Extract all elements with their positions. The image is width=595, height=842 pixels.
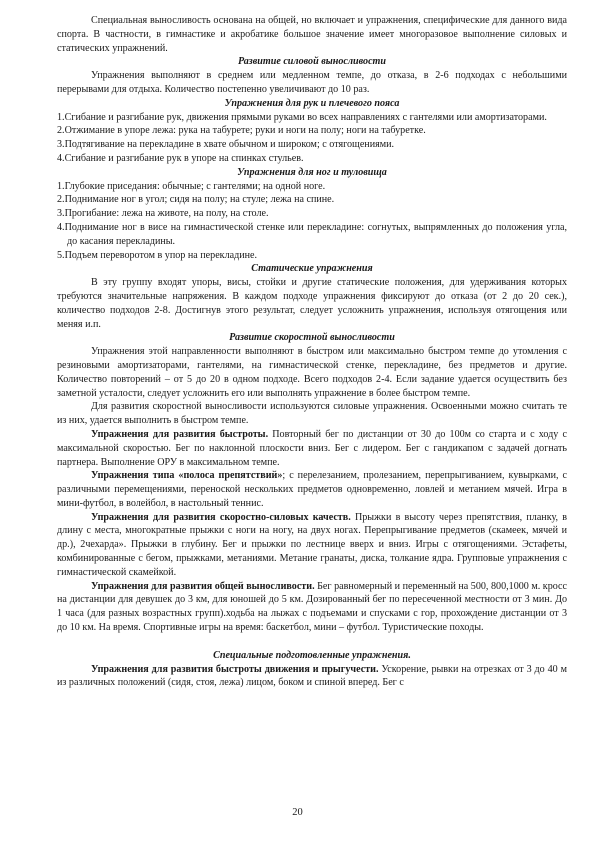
paragraph: [57, 580, 567, 635]
text-run: Повторный бег по дистанции от 30 до 100м со старта и с ходу с максимальной скоростью. Бег по наклонной плоскости вниз. Бег с лидером. Бег с гандикапом с задачей догнать партнера. Выполнение ОРУ в максимальном темпе.: [57, 428, 567, 468]
spacer: [57, 635, 567, 649]
text-run: 5.Подъем переворотом в упор на перекладине.: [57, 249, 258, 261]
list-item: [57, 221, 567, 249]
text-run: Упражнения для рук и плечевого пояса: [224, 97, 400, 109]
text-run: Специальные подготовленные упражнения.: [213, 649, 411, 661]
text-run: Упражнения этой направленности выполняют в быстром или максимально быстром темпе до утомления с резиновыми амортизаторами, гантелями, на гимнастической стенке, перекладине, без предметов и другие. Количество повторений – от 5 до 20 в одном подходе. Всего подходов 2-4. Если задание удается осуществить без заметной усталости, следует усложнить его или выполнять упражнение в более быстром темпе.: [57, 346, 567, 399]
text-run: Бег равномерный и переменный на 500, 800,1000 м. кросс на дистанции для девушек до 3 км, для юношей до 5 км. Дозированный бег по пересеченной местности от 3 мин. До 1 часа (для разных возрастных групп).ходьба на лыжах с подъемами и спусками с гор, прохождение дистанции от 3 до 10 км. На время. Спортивные игры на время: баскетбол, мини – футбол. Туристические походы.: [57, 580, 568, 634]
bold-lead-in: Упражнения для развития скоростно-силовых качеств.: [91, 511, 351, 523]
section-heading: [57, 166, 567, 180]
list-item: [57, 138, 567, 152]
paragraph: [57, 345, 567, 400]
section-heading: [57, 262, 567, 276]
text-run: 4.Поднимание ног в висе на гимнастической стенке или перекладине: согнутых, выпрямленных до положения угла, до касания перекладины.: [57, 221, 567, 247]
text-run: Статические упражнения: [251, 263, 373, 275]
paragraph: [57, 14, 567, 55]
section-heading: [57, 649, 567, 663]
list-item: [57, 249, 567, 263]
text-run: Ускорение, рывки на отрезках от 3 до 40 м из различных положений (сидя, стоя, лежа) лицом, боком и спиной вперед. Бег с: [57, 663, 567, 689]
list-item: [57, 207, 567, 221]
text-run: Развитие скоростной выносливости: [229, 332, 395, 344]
text-run: Развитие силовой выносливости: [237, 56, 387, 68]
text-run: Для развития скоростной выносливости используются силовые упражнения. Освоенными можно считать те из них, удается выполнить в быстром темпе.: [57, 401, 567, 427]
paragraph: [57, 663, 567, 691]
bold-lead-in: Упражнения типа «полоса препятствий»: [91, 470, 283, 482]
paragraph: [57, 69, 567, 97]
paragraph: [57, 400, 567, 428]
list-item: [57, 180, 567, 194]
list-item: [57, 124, 567, 138]
section-heading: [57, 331, 567, 345]
text-run: 2.Поднимание ног в угол; сидя на полу; на стуле; лежа на спине.: [57, 194, 335, 206]
text-run: Прыжки в высоту через препятствия, планку, в длину с места, многократные прыжки с ноги на ногу, на двух ногах. Перепрыгивание предметов (скамеек, мячей и др.), 2чехарда». Прыжки в глубину. Бег и прыжки по лестнице вверх и вниз. Игры с отягощениями. Эстафеты, комбинированные с бегом, прыжками, метаниями. Метание гранаты, диска, толкание ядра. Групповые упражнения с гимнастической скамейкой.: [57, 511, 567, 578]
text-run: 4.Сгибание и разгибание рук в упоре на спинках стульев.: [57, 152, 304, 164]
bold-lead-in: Упражнения для развития быстроты.: [91, 428, 269, 440]
text-run: 3.Прогибание: лежа на животе, на полу, на столе.: [57, 208, 269, 220]
paragraph: [57, 276, 567, 331]
text-run: 1.Глубокие приседания: обычные; с гантелями; на одной ноге.: [57, 180, 326, 192]
text-run: 2.Отжимание в упоре лежа: рука на табурете; руки и ноги на полу; ноги на табуретке.: [57, 125, 426, 137]
bold-lead-in: Упражнения для развития быстроты движения и прыгучести.: [91, 663, 379, 675]
list-item: [57, 111, 567, 125]
text-run: Упражнения для ног и туловища: [237, 166, 387, 178]
text-run: В эту группу входят упоры, висы, стойки и другие статические положения, для удерживания которых требуются значительные напряжения. В каждом подходе упражнения фиксируют до отказа (от 2 до 20 сек.), количество подходов 2-8. Достигнув этого результат, следует усложнить упражнения, используя отягощения или меняя и.п.: [57, 277, 567, 330]
section-heading: [57, 97, 567, 111]
text-run: Упражнения выполняют в среднем или медленном темпе, до отказа, в 2-6 подходах с небольшими перерывами для отдыха. Количество постепенно увеличивают до 10 раз.: [57, 70, 567, 95]
list-item: [57, 152, 567, 166]
page-number: 20: [292, 807, 303, 818]
section-heading: [57, 55, 567, 69]
paragraph: [57, 428, 567, 469]
text-run: Специальная выносливость основана на общей, но включает и упражнения, специфические для данного вида спорта. В частности, в гимнастике и акробатике большое значение имеет многоразовое выполнение силовых и статических упражнений.: [57, 15, 567, 54]
paragraph: [57, 511, 567, 580]
bold-lead-in: Упражнения для развития общей выносливости.: [91, 580, 315, 592]
text-run: 3.Подтягивание на перекладине в хвате обычном и широком; с отягощениями.: [57, 139, 395, 151]
page-body: [57, 14, 567, 690]
paragraph: [57, 469, 567, 510]
text-run: 1.Сгибание и разгибание рук, движения прямыми руками во всех направлениях с гантелями или амортизаторами.: [57, 111, 547, 123]
text-run: ; с перелезанием, пролезанием, перепрыгиванием, кувырками, с различными перемещениями, переноской нескольких предметов одновременно, ловлей и метанием мячей. Игра в мини-футбол, в волейбол, в настольный теннис.: [57, 470, 567, 509]
list-item: [57, 193, 567, 207]
